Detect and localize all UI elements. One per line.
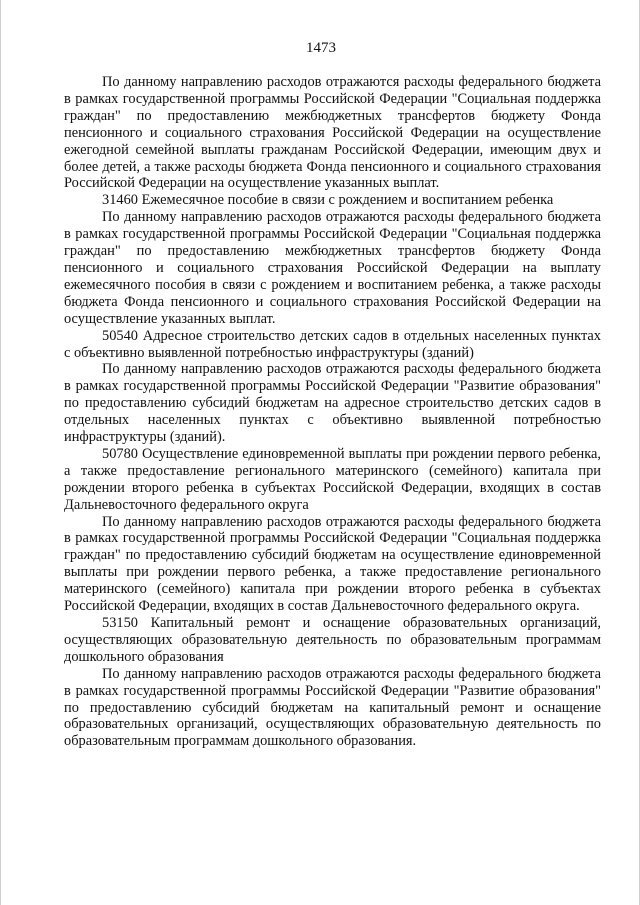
paragraph-expense-description: По данному направлению расходов отражаются расходы федерального бюджета в рамках государственной программы Российской Федерации "Социальная поддержка граждан" по предоставлению межбюджетных трансфертов бюджету Фонда пенсионного и социального страхования Российской Федерации на выплату ежемесячного пособия в связи с рождением и воспитанием ребенка, а также расходы бюджета Фонда пенсионного и социального страхования Российской Федерации на осуществление указанных выплат.: [64, 209, 601, 327]
paragraph-code-heading-50780: 50780 Осуществление единовременной выплаты при рождении первого ребенка, а также предоставление регионального материнского (семейного) капитала при рождении второго ребенка в субъектах Российской Федерации, входящих в состав Дальневосточного федерального округа: [64, 445, 601, 513]
paragraph-code-heading-50540: 50540 Адресное строительство детских садов в отдельных населенных пунктах с объективно выявленной потребностью инфраструктуры (зданий): [64, 327, 601, 361]
paragraph-code-heading-31460: 31460 Ежемесячное пособие в связи с рождением и воспитанием ребенка: [102, 192, 554, 209]
document-body: [64, 74, 601, 750]
paragraph-expense-description: По данному направлению расходов отражаются расходы федерального бюджета в рамках государственной программы Российской Федерации "Развитие образования" по предоставлению субсидий бюджетам на капитальный ремонт и оснащение образовательных организаций, осуществляющих образовательную деятельность по образовательным программам дошкольного образования.: [64, 665, 601, 750]
paragraph-expense-description: По данному направлению расходов отражаются расходы федерального бюджета в рамках государственной программы Российской Федерации "Социальная поддержка граждан" по предоставлению межбюджетных трансфертов бюджету Фонда пенсионного и социального страхования Российской Федерации на осуществление ежегодной семейной выплаты гражданам Российской Федерации, имеющим двух и более детей, а также расходы бюджета Фонда пенсионного и социального страхования Российской Федерации на осуществление указанных выплат.: [64, 74, 601, 192]
paragraph-code-heading-53150: 53150 Капитальный ремонт и оснащение образовательных организаций, осуществляющих образовательную деятельность по образовательным программам дошкольного образования: [64, 615, 601, 665]
page-number: 1473: [306, 40, 336, 56]
paragraph-expense-description: По данному направлению расходов отражаются расходы федерального бюджета в рамках государственной программы Российской Федерации "Социальная поддержка граждан" по предоставлению субсидий бюджетам на осуществление единовременной выплаты при рождении первого ребенка, а также предоставление регионального материнского (семейного) капитала при рождении второго ребенка в субъектах Российской Федерации, входящих в состав Дальневосточного федерального округа.: [64, 513, 601, 615]
paragraph-expense-description: По данному направлению расходов отражаются расходы федерального бюджета в рамках государственной программы Российской Федерации "Развитие образования" по предоставлению субсидий бюджетам на адресное строительство детских садов в отдельных населенных пунктах с объективно выявленной потребностью инфраструктуры (зданий).: [64, 361, 601, 446]
